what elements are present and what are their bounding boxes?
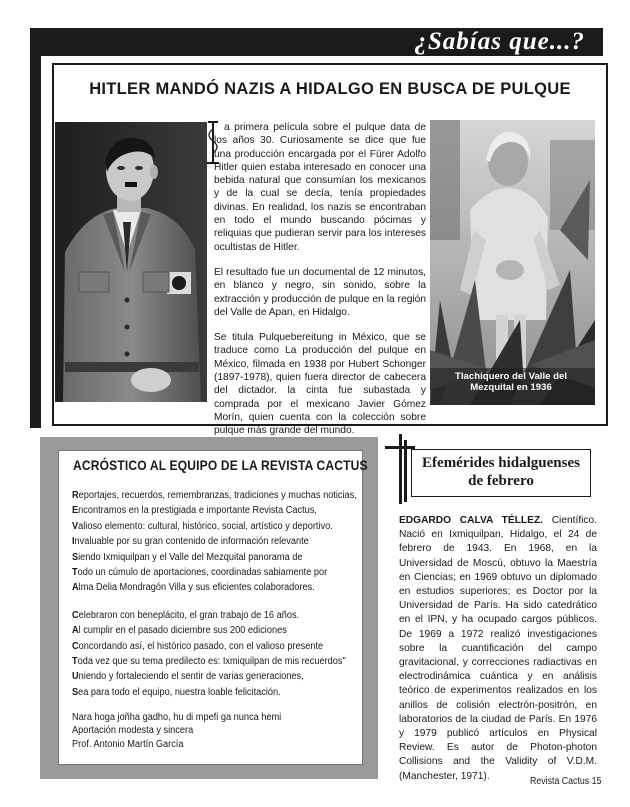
acrostic-line: Sea para todo el equipo, nuestra loable felicitación. bbox=[72, 686, 281, 698]
signature-author: Prof. Antonio Martín García bbox=[72, 738, 184, 750]
acrostic-line: Valioso elemento: cultural, histórico, social, artístico y deportivo. bbox=[72, 520, 333, 532]
acrostic-line: Alma Delia Mondragón Villa y sus eficientes colaboradores. bbox=[72, 582, 315, 594]
hitler-portrait-photo bbox=[55, 122, 207, 402]
acrostic-line: Concordando así, el histórico pasado, con el valioso presente bbox=[72, 640, 324, 652]
tlachiquero-photo bbox=[430, 120, 595, 405]
acrostic-poem bbox=[72, 488, 362, 700]
photo-caption: Tlachiquero del Valle del Mezquital en 1936 bbox=[455, 371, 567, 393]
acrostic-line: Celebraron con beneplácito, el gran trabajo de 16 años. bbox=[72, 609, 300, 621]
acrostic-line: Encontramos en la prestigiada e importante Revista Cactus, bbox=[72, 505, 317, 517]
acrostic-title: ACRÓSTICO AL EQUIPO DE LA REVISTA CACTUS bbox=[73, 457, 368, 473]
section-side-bar bbox=[30, 28, 41, 428]
article-paragraph-2: El resultado fue un documental de 12 minutos, en blanco y negro, sin sonido, sobre la extracción y producción de pulque en la región del Valle de Apan, en Hidalgo. bbox=[214, 266, 426, 318]
section-header-bar bbox=[30, 28, 603, 56]
dropcap-ornament bbox=[204, 119, 222, 169]
efemerides-text: Científico. Nació en Ixmiquilpan, Hidalgo, el 24 de febrero de 1943. En 1968, en la Universidad de Moscú, obtuvo la Maestría en Ciencias; en 1969 obtuvo un diplomado en estudios superiores; es Doctor por la Universidad de París. Ha sido catedrático en el IPN, y ha ocupado cargos públicos. De 1969 a 1972 realizó investigaciones sobre la cuantificación del campo gravitacional, y correcciones radiactivas en electrodinámica cuántica y en análisis teórico de experimentos realizados en los anillos de colisión electrón-positrón, en laboratorios de la ciudad de París. En 1976 y 1979 publicó artículos en Physical Review. Es autor de Photon-photon Collisions and the Validity of V.D.M. (Manchester, 1971). bbox=[399, 515, 597, 782]
page-footer: Revista Cactus 15 bbox=[530, 776, 602, 787]
acrostic-signature bbox=[72, 711, 299, 751]
signature-line: Nara hoga joñha gadho, hu di mpefi ga nunca hemi bbox=[72, 712, 282, 723]
article-body bbox=[214, 121, 426, 450]
acrostic-line: Todo un cúmulo de aportaciones, coordinadas sabiamente por bbox=[72, 567, 328, 579]
acrostic-line: Toda vez que su tema predilecto es: Ixmiquilpan de mis recuerdos" bbox=[72, 656, 346, 668]
acrostic-line: Uniendo y fortaleciendo el sentir de varias generaciones, bbox=[72, 671, 304, 683]
acrostic-line: Siendo Ixmiquilpan y el Valle del Mezquital panorama de bbox=[72, 551, 303, 563]
acrostic-line: Reportajes, recuerdos, remembranzas, tradiciones y muchas noticias, bbox=[72, 490, 357, 501]
article-paragraph-1: a primera película sobre el pulque data de los años 30. Curiosamente se dice que fue una producción encargada por el Fürer Adolfo Hitler quien estaba interesado en conocer una bebida natural que consumían los mexicanos y de la cual se decía, tenía propiedades divinas. En realidad, los nazis se encontraban en todo el mundo buscando pócimas y reliquias que pudieran servir para los intereses ocultistas de Hitler. bbox=[214, 122, 426, 253]
acrostic-line: Al cumplir en el pasado diciembre sus 200 ediciones bbox=[72, 625, 287, 637]
efemerides-person-name: EDGARDO CALVA TÉLLEZ. bbox=[399, 515, 552, 526]
header-rule bbox=[399, 434, 402, 504]
article-paragraph-3: Se titula Pulquebereitung in México, que se traduce como La producción del pulque en México, filmada en 1938 por Hubert Schonger (1897-1978), quien fuera director de cabecera del dictador. la cinta fue subastada y comprada por el mexicano Javier Gómez Morín, quien cuenta con la colección sobre pulque más grande del mundo. bbox=[214, 332, 426, 437]
section-header-title: ¿Sabías que...? bbox=[414, 28, 585, 55]
efemerides-body bbox=[399, 514, 597, 784]
acrostic-line: Invaluable por su gran contenido de información relevante bbox=[72, 536, 309, 548]
efemerides-title: Efemérides hidalguenses de febrero bbox=[422, 455, 580, 489]
article-headline: HITLER MANDÓ NAZIS A HIDALGO EN BUSCA DE PULQUE bbox=[89, 80, 571, 98]
header-rule bbox=[404, 440, 407, 502]
signature-line: Aportación modesta y sincera bbox=[72, 725, 194, 737]
